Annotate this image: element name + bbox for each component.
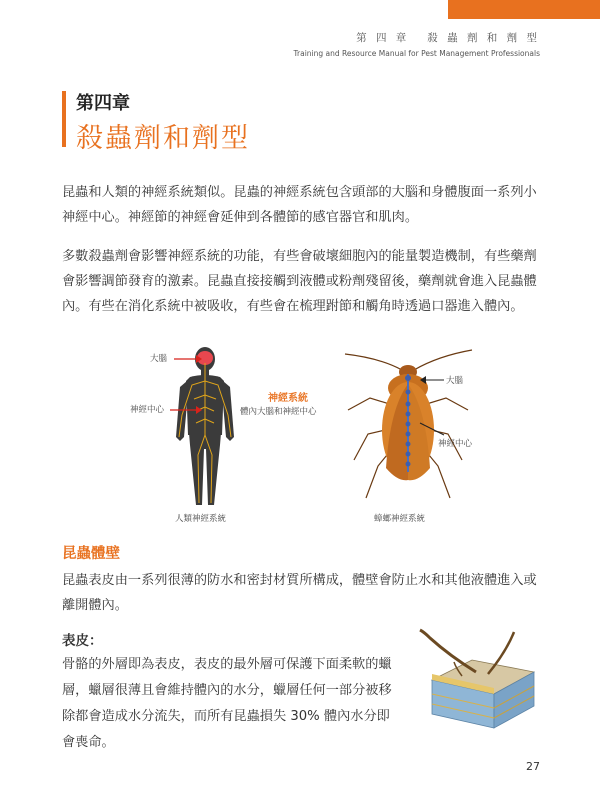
roach-brain-arrow [420,375,444,385]
sub-paragraph: 骨骼的外層即為表皮，表皮的最外層可保護下面柔軟的蠟層，蠟層很薄且會維持體內的水分，蠟層任何一部分被移除都會造成水分流失，而所有昆蟲損失 30% 體內水分即會喪命。 [62,657,392,750]
cockroach-nervous-system-illustration [340,348,480,503]
title-accent-bar [62,91,66,147]
nervous-system-caption: 體內大腦和神經中心 [240,407,317,417]
section-heading: 昆蟲體壁 [62,546,120,562]
nervous-system-title: 神經系統 [268,393,308,404]
roach-brain-label: 大腦 [446,376,464,386]
human-nervous-system-illustration [170,345,240,510]
roach-caption: 蟑螂神經系統 [374,514,426,524]
running-header-subtitle: Training and Resource Manual for Pest Management Professionals [293,49,540,58]
page-number: 27 [526,760,540,773]
human-caption: 人類神經系統 [175,514,227,524]
running-header-chapter: 第 四 章 [356,32,410,44]
running-header [356,30,540,45]
human-nerve-arrow [170,405,202,415]
header-accent-bar [448,0,600,19]
human-brain-arrow [174,354,202,364]
running-header-title: 殺 蟲 劑 和 劑 型 [427,32,540,44]
human-brain-label: 大腦 [150,354,168,364]
chapter-label: 第四章 [76,93,130,114]
human-nerve-center-label: 神經中心 [130,405,165,415]
section-paragraph: 昆蟲表皮由一系列很薄的防水和密封材質所構成，體壁會防止水和其他液體進入或離開體內。 [62,573,537,613]
chapter-title: 殺蟲劑和劑型 [76,123,250,154]
roach-nerve-center-label: 神經中心 [438,439,473,449]
paragraph-1: 昆蟲和人類的神經系統類似。昆蟲的神經系統包含頭部的大腦和身體腹面一系列小神經中心。神經節的神經會延伸到各體節的感官器官和肌肉。 [62,185,537,225]
cuticle-illustration [410,628,540,733]
roach-nerve-arrow [418,421,448,437]
sub-heading: 表皮： [62,633,103,649]
paragraph-2: 多數殺蟲劑會影響神經系統的功能，有些會破壞細胞內的能量製造機制，有些藥劑會影響調節發育的激素。昆蟲直接接觸到液體或粉劑殘留後，藥劑就會進入昆蟲體內。有些在消化系統中被吸收，有些會在梳理跗節和觸角時透過口器進入體內。 [62,249,537,314]
